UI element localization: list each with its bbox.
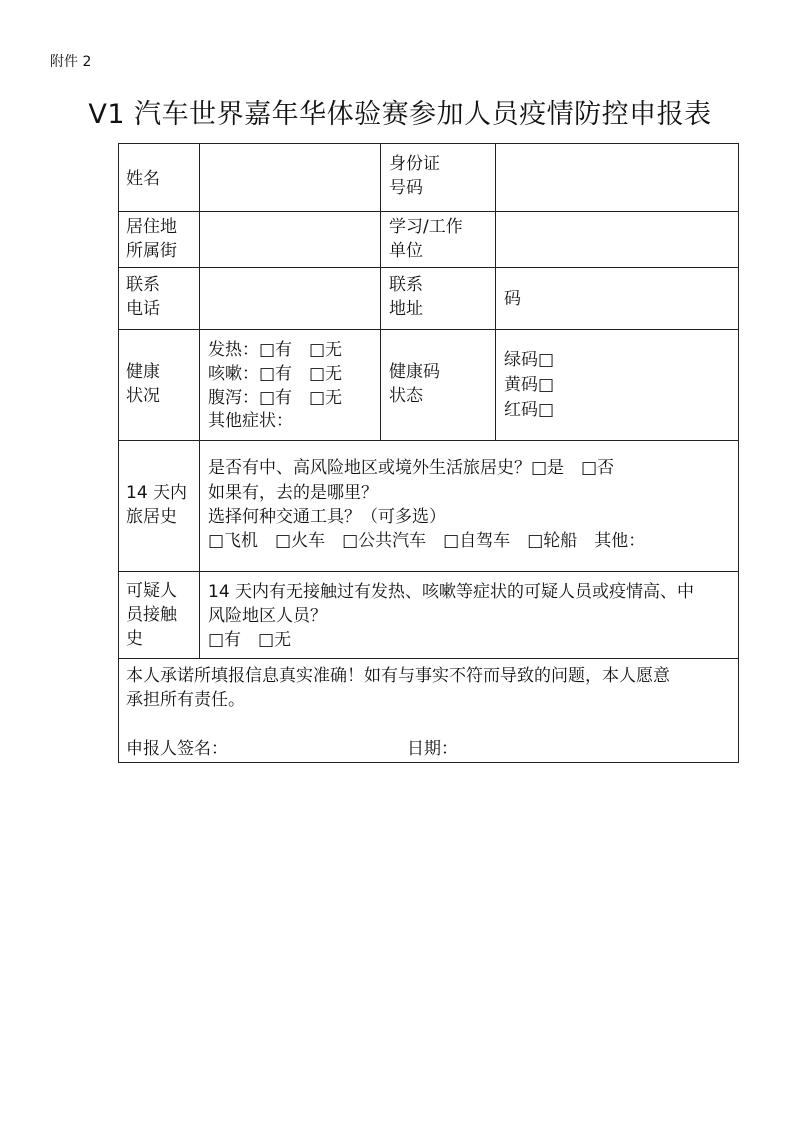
contact-question: 风险地区人员？ (208, 606, 327, 626)
name-field[interactable] (200, 144, 380, 211)
attachment-label: 附件 2 (50, 54, 92, 70)
date-field[interactable]: 日期： (407, 739, 458, 759)
phone-label: 电话 (126, 299, 160, 319)
work-unit-field[interactable] (496, 212, 738, 267)
cough-option[interactable]: 咳嗽：□有 □无 (208, 364, 343, 384)
address-value[interactable]: 码 (504, 289, 521, 309)
id-number-label: 身份证 (389, 154, 440, 174)
contact-history-label: 史 (126, 629, 143, 649)
other-symptoms-field[interactable]: 其他症状： (208, 411, 293, 431)
border-bottom (118, 762, 739, 763)
health-code-label: 健康码 (389, 362, 440, 382)
health-label: 健康 (126, 362, 160, 382)
id-number-field[interactable] (496, 144, 738, 211)
signature-field[interactable]: 申报人签名： (126, 739, 228, 759)
address-label: 地址 (389, 299, 423, 319)
transport-options[interactable]: □飞机 □火车 □公共汽车 □自驾车 □轮船 其他： (208, 531, 646, 551)
red-code-checkbox[interactable]: 红码□ (504, 400, 555, 420)
phone-field[interactable] (200, 268, 380, 329)
phone-label: 联系 (126, 275, 160, 295)
destination-question[interactable]: 如果有，去的是哪里？ (208, 483, 378, 503)
fever-option[interactable]: 发热：□有 □无 (208, 340, 343, 360)
transport-question: 选择何种交通工具？（可多选） (208, 507, 446, 527)
contact-question: 14 天内有无接触过有发热、咳嗽等症状的可疑人员或疫情高、中 (208, 582, 695, 602)
green-code-checkbox[interactable]: 绿码□ (504, 350, 555, 370)
row-divider (118, 329, 739, 330)
column-divider (380, 143, 381, 441)
diarrhea-option[interactable]: 腹泻：□有 □无 (208, 388, 343, 408)
travel-history-label: 旅居史 (126, 507, 177, 527)
travel-history-label: 14 天内 (126, 483, 188, 503)
risk-area-question[interactable]: 是否有中、高风险地区或境外生活旅居史？□是 □否 (208, 458, 615, 478)
border-left (118, 143, 119, 763)
declaration-form (118, 143, 739, 763)
row-divider (118, 571, 739, 572)
border-right (738, 143, 739, 763)
contact-history-label: 员接触 (126, 605, 177, 625)
residence-label: 居住地 (126, 217, 177, 237)
row-divider (118, 658, 739, 659)
form-title: V1 汽车世界嘉年华体验赛参加人员疫情防控申报表 (88, 99, 712, 130)
pledge-text: 本人承诺所填报信息真实准确！如有与事实不符而导致的问题，本人愿意 (126, 666, 670, 686)
contact-options[interactable]: □有 □无 (208, 630, 292, 650)
name-label: 姓名 (126, 169, 160, 189)
residence-field[interactable] (200, 212, 380, 267)
id-number-label: 号码 (389, 178, 423, 198)
address-label: 联系 (389, 275, 423, 295)
residence-label: 所属街 (126, 241, 177, 261)
work-unit-label: 单位 (389, 241, 423, 261)
pledge-text: 承担所有责任。 (126, 690, 245, 710)
health-label: 状况 (126, 386, 160, 406)
row-divider (118, 440, 739, 441)
yellow-code-checkbox[interactable]: 黄码□ (504, 375, 555, 395)
work-unit-label: 学习/工作 (389, 217, 463, 237)
contact-history-label: 可疑人 (126, 581, 177, 601)
health-code-label: 状态 (389, 386, 423, 406)
